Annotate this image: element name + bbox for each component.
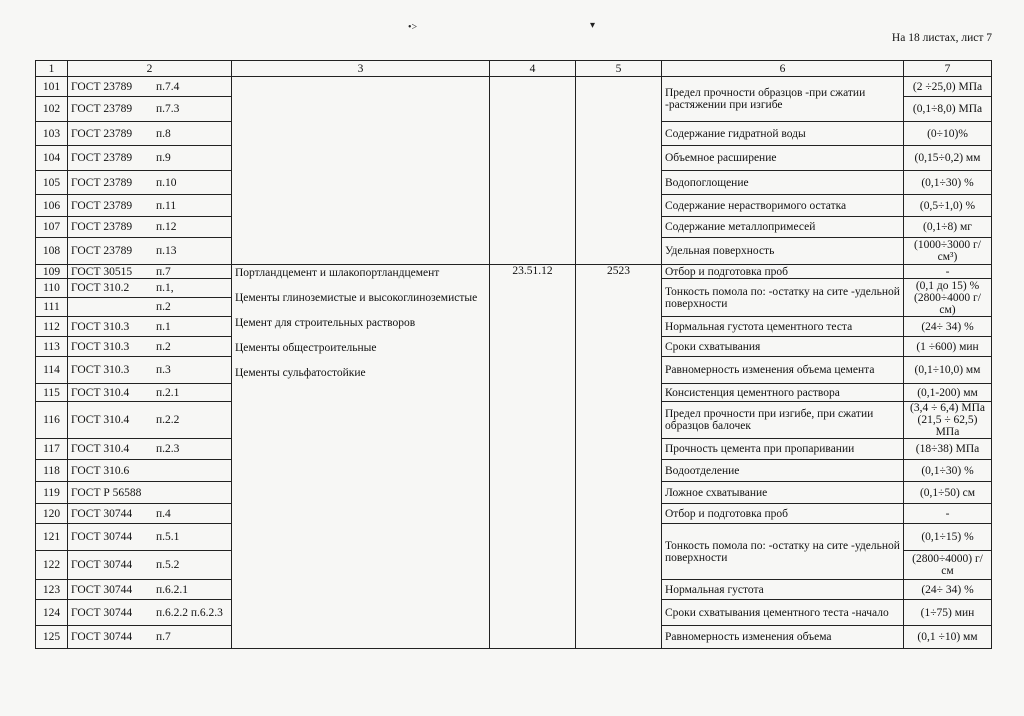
range-cell: (0,5÷1,0) % bbox=[904, 195, 992, 217]
row-number: 120 bbox=[36, 504, 68, 524]
standard-cell bbox=[68, 337, 232, 357]
product-name: Портландцемент и шлакопортландцемент bbox=[235, 267, 440, 279]
parameter-cell: Равномерность изменения объема bbox=[662, 626, 904, 649]
standard-clause: п.6.2.2 п.6.2.3 bbox=[156, 606, 223, 619]
row-number: 125 bbox=[36, 626, 68, 649]
standard-code: ГОСТ 30744 bbox=[71, 631, 133, 643]
code-cell-empty bbox=[490, 77, 576, 265]
standard-code bbox=[71, 301, 156, 313]
standard-cell bbox=[68, 402, 232, 439]
range-cell: (0÷10)% bbox=[904, 122, 992, 146]
table-row bbox=[36, 265, 992, 279]
range-cell: (0,1÷8,0) МПа bbox=[904, 97, 992, 122]
standard-clause: п.7 bbox=[156, 631, 171, 643]
parameter-cell: Равномерность изменения объема цемента bbox=[662, 357, 904, 384]
standard-clause: п.9 bbox=[156, 152, 171, 164]
range-cell: (0,1÷30) % bbox=[904, 171, 992, 195]
standard-cell bbox=[68, 217, 232, 238]
test-methods-table bbox=[35, 60, 992, 649]
parameter-cell: Нормальная густота цементного теста bbox=[662, 317, 904, 337]
standard-cell bbox=[68, 122, 232, 146]
standard-clause: п.3 bbox=[156, 364, 171, 376]
parameter-cell: Водоотделение bbox=[662, 460, 904, 482]
range-cell: (18÷38) МПа bbox=[904, 439, 992, 460]
standard-clause: п.2.3 bbox=[156, 443, 180, 455]
row-number: 106 bbox=[36, 195, 68, 217]
standard-cell bbox=[68, 238, 232, 265]
row-number: 112 bbox=[36, 317, 68, 337]
parameter-cell: Нормальная густота bbox=[662, 580, 904, 600]
standard-cell bbox=[68, 77, 232, 97]
column-header: 5 bbox=[576, 61, 662, 77]
okpd-code: 23.51.12 bbox=[490, 265, 576, 649]
standard-code: ГОСТ 310.3 bbox=[71, 340, 130, 353]
parameter-cell: Сроки схватывания bbox=[662, 337, 904, 357]
standard-cell bbox=[68, 317, 232, 337]
standard-cell bbox=[68, 298, 232, 317]
standard-code: ГОСТ 310.3 bbox=[71, 320, 130, 333]
scan-speck: •> bbox=[408, 22, 418, 33]
standard-cell bbox=[68, 460, 232, 482]
standard-code: ГОСТ 23789 bbox=[71, 152, 133, 164]
standard-cell bbox=[68, 580, 232, 600]
standard-code: ГОСТ 310.6 bbox=[71, 464, 130, 477]
range-cell: (24÷ 34) % bbox=[904, 317, 992, 337]
standard-clause: п.1 bbox=[156, 320, 171, 333]
row-number: 118 bbox=[36, 460, 68, 482]
scan-speck: ▾ bbox=[590, 20, 596, 31]
product-cell-empty bbox=[232, 77, 490, 265]
standard-clause: п.7.4 bbox=[156, 80, 180, 93]
standard-cell bbox=[68, 195, 232, 217]
standard-cell bbox=[68, 171, 232, 195]
standard-code: ГОСТ 23789 bbox=[71, 103, 133, 115]
row-number: 103 bbox=[36, 122, 68, 146]
standard-clause: п.2 bbox=[156, 340, 171, 353]
range-cell: - bbox=[904, 265, 992, 279]
standard-code: ГОСТ 23789 bbox=[71, 199, 133, 212]
tn-ved-code: 2523 bbox=[576, 265, 662, 649]
product-group-cell bbox=[232, 265, 490, 649]
standard-code: ГОСТ 23789 bbox=[71, 127, 133, 140]
parameter-cell: Водопоглощение bbox=[662, 171, 904, 195]
standard-code: ГОСТ 30744 bbox=[71, 531, 133, 543]
row-number: 108 bbox=[36, 238, 68, 265]
row-number: 101 bbox=[36, 77, 68, 97]
standard-clause: п.1, bbox=[156, 282, 174, 294]
standard-clause: п.5.2 bbox=[156, 559, 180, 571]
standard-clause: п.2.1 bbox=[156, 386, 180, 399]
parameter-cell: Отбор и подготовка проб bbox=[662, 504, 904, 524]
standard-clause: п.2.2 bbox=[156, 414, 180, 426]
row-number: 104 bbox=[36, 146, 68, 171]
standard-clause: п.6.2.1 bbox=[156, 583, 189, 596]
product-name: Цементы глиноземистые и высокоглиноземистые bbox=[235, 292, 478, 304]
standard-clause: п.13 bbox=[156, 245, 177, 257]
column-header: 4 bbox=[490, 61, 576, 77]
standard-cell bbox=[68, 279, 232, 298]
row-number: 121 bbox=[36, 524, 68, 551]
range-cell: (0,1 до 15) % (2800÷4000 г/см) bbox=[904, 279, 992, 317]
row-number: 124 bbox=[36, 600, 68, 626]
parameter-cell: Ложное схватывание bbox=[662, 482, 904, 504]
parameter-cell: Предел прочности образцов -при сжатии -растяжении при изгибе bbox=[662, 77, 904, 122]
standard-clause: п.4 bbox=[156, 507, 171, 520]
row-number: 115 bbox=[36, 384, 68, 402]
column-header: 1 bbox=[36, 61, 68, 77]
range-cell: (1 ÷600) мин bbox=[904, 337, 992, 357]
parameter-cell: Удельная поверхность bbox=[662, 238, 904, 265]
row-number: 102 bbox=[36, 97, 68, 122]
range-cell: (3,4 ÷ 6,4) МПа (21,5 ÷ 62,5) МПа bbox=[904, 402, 992, 439]
row-number: 117 bbox=[36, 439, 68, 460]
standard-cell bbox=[68, 600, 232, 626]
row-number: 105 bbox=[36, 171, 68, 195]
standard-clause: п.8 bbox=[156, 127, 171, 140]
row-number: 110 bbox=[36, 279, 68, 298]
standard-clause: п.5.1 bbox=[156, 531, 180, 543]
range-cell: (1000÷3000 г/см³) bbox=[904, 238, 992, 265]
row-number: 107 bbox=[36, 217, 68, 238]
standard-cell bbox=[68, 384, 232, 402]
standard-code: ГОСТ 310.2 bbox=[71, 282, 130, 294]
column-header: 6 bbox=[662, 61, 904, 77]
range-cell: (0,1÷30) % bbox=[904, 460, 992, 482]
parameter-cell: Тонкость помола по: -остатку на сите -удельной поверхности bbox=[662, 279, 904, 317]
standard-code: ГОСТ 30744 bbox=[71, 583, 133, 596]
range-cell: (2 ÷25,0) МПа bbox=[904, 77, 992, 97]
parameter-cell: Консистенция цементного раствора bbox=[662, 384, 904, 402]
parameter-cell: Содержание гидратной воды bbox=[662, 122, 904, 146]
range-cell: (0,1÷8) мг bbox=[904, 217, 992, 238]
range-cell: (0,15÷0,2) мм bbox=[904, 146, 992, 171]
range-cell: (0,1÷50) см bbox=[904, 482, 992, 504]
parameter-cell: Тонкость помола по: -остатку на сите -удельной поверхности bbox=[662, 524, 904, 580]
standard-code: ГОСТ 310.4 bbox=[71, 414, 130, 426]
standard-code: ГОСТ 23789 bbox=[71, 176, 133, 189]
standard-code: ГОСТ 23789 bbox=[71, 245, 133, 257]
row-number: 116 bbox=[36, 402, 68, 439]
range-cell: (2800÷4000) г/см bbox=[904, 551, 992, 580]
standard-clause bbox=[156, 487, 228, 499]
standard-code: ГОСТ 310.4 bbox=[71, 443, 130, 455]
standard-cell bbox=[68, 524, 232, 551]
standard-code: ГОСТ 30744 bbox=[71, 507, 133, 520]
range-cell: (0,1÷10,0) мм bbox=[904, 357, 992, 384]
row-number: 114 bbox=[36, 357, 68, 384]
row-number: 119 bbox=[36, 482, 68, 504]
standard-cell bbox=[68, 626, 232, 649]
parameter-cell: Прочность цемента при пропаривании bbox=[662, 439, 904, 460]
standard-code: ГОСТ 23789 bbox=[71, 80, 133, 93]
standard-code: ГОСТ 310.3 bbox=[71, 364, 130, 376]
standard-clause: п.7 bbox=[156, 265, 171, 278]
standard-code: ГОСТ Р 56588 bbox=[71, 486, 142, 499]
standard-code: ГОСТ 30744 bbox=[71, 559, 133, 571]
standard-cell bbox=[68, 146, 232, 171]
standard-cell bbox=[68, 439, 232, 460]
range-cell: (0,1 ÷10) мм bbox=[904, 626, 992, 649]
standard-cell bbox=[68, 357, 232, 384]
row-number: 109 bbox=[36, 265, 68, 279]
parameter-cell: Сроки схватывания цементного теста -начало bbox=[662, 600, 904, 626]
column-header: 3 bbox=[232, 61, 490, 77]
column-number-row bbox=[36, 61, 992, 77]
row-number: 111 bbox=[36, 298, 68, 317]
standard-cell bbox=[68, 97, 232, 122]
range-cell: (1÷75) мин bbox=[904, 600, 992, 626]
range-cell: (24÷ 34) % bbox=[904, 580, 992, 600]
sheet-number: На 18 листах, лист 7 bbox=[891, 32, 992, 44]
standard-clause bbox=[156, 465, 228, 477]
range-cell: - bbox=[904, 504, 992, 524]
standard-clause: п.2 bbox=[156, 301, 171, 313]
code-cell-empty bbox=[576, 77, 662, 265]
standard-cell bbox=[68, 504, 232, 524]
standard-code: ГОСТ 30515 bbox=[71, 265, 133, 278]
range-cell: (0,1-200) мм bbox=[904, 384, 992, 402]
table-row bbox=[36, 77, 992, 97]
product-name: Цемент для строительных растворов bbox=[235, 317, 416, 329]
column-header: 2 bbox=[68, 61, 232, 77]
row-number: 122 bbox=[36, 551, 68, 580]
product-name: Цементы сульфатостойкие bbox=[235, 367, 366, 379]
row-number: 113 bbox=[36, 337, 68, 357]
standard-code: ГОСТ 23789 bbox=[71, 221, 133, 233]
parameter-cell: Предел прочности при изгибе, при сжатии образцов балочек bbox=[662, 402, 904, 439]
parameter-cell: Отбор и подготовка проб bbox=[662, 265, 904, 279]
standard-clause: п.7.3 bbox=[156, 103, 180, 115]
standard-clause: п.10 bbox=[156, 176, 177, 189]
standard-cell bbox=[68, 551, 232, 580]
parameter-cell: Объемное расширение bbox=[662, 146, 904, 171]
product-name: Цементы общестроительные bbox=[235, 342, 377, 354]
standard-clause: п.12 bbox=[156, 221, 177, 233]
parameter-cell: Содержание нерастворимого остатка bbox=[662, 195, 904, 217]
standard-code: ГОСТ 30744 bbox=[71, 606, 133, 619]
parameter-cell: Содержание металлопримесей bbox=[662, 217, 904, 238]
standard-cell bbox=[68, 482, 232, 504]
standard-cell bbox=[68, 265, 232, 279]
standard-code: ГОСТ 310.4 bbox=[71, 386, 130, 399]
range-cell: (0,1÷15) % bbox=[904, 524, 992, 551]
standard-clause: п.11 bbox=[156, 199, 177, 212]
row-number: 123 bbox=[36, 580, 68, 600]
column-header: 7 bbox=[904, 61, 992, 77]
